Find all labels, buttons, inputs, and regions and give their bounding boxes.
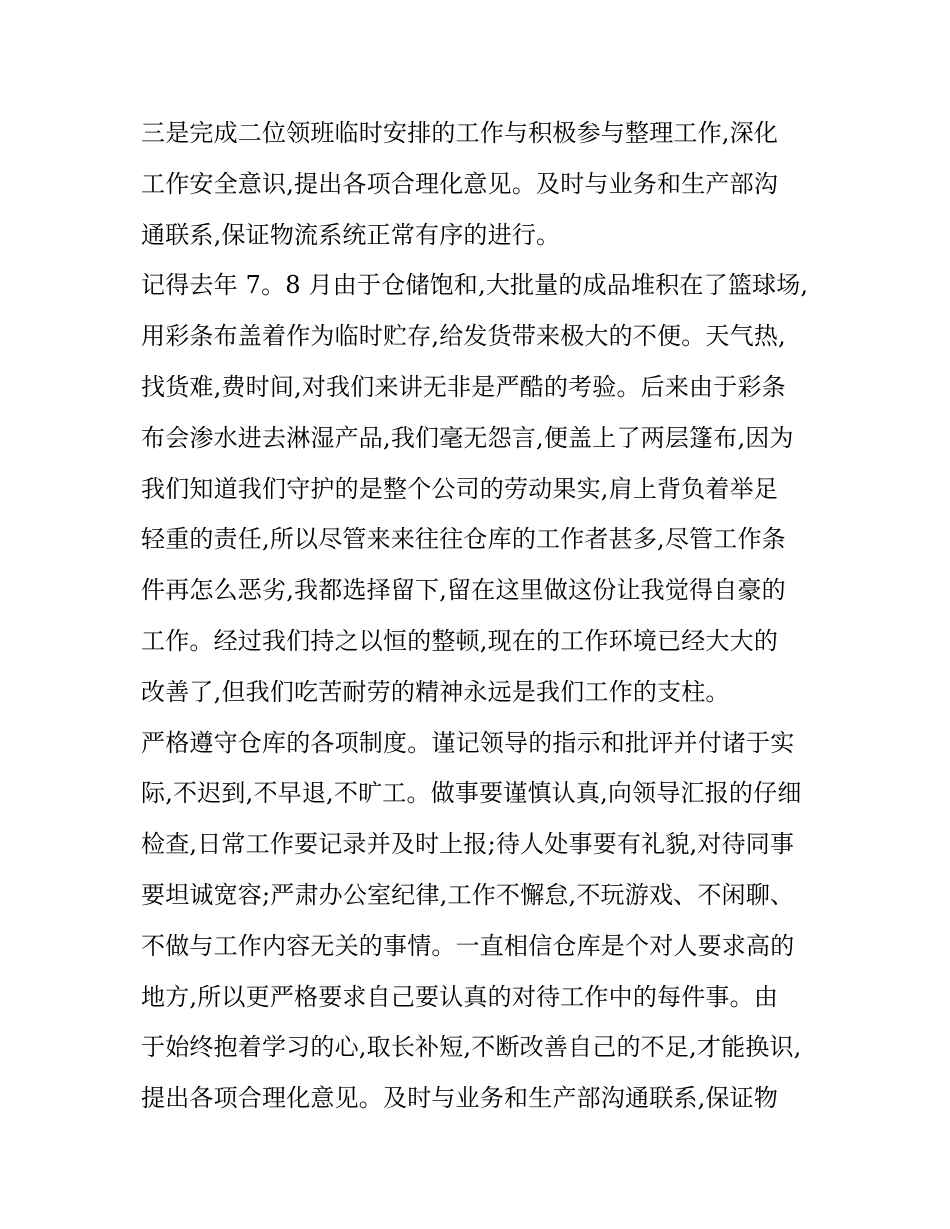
- text-line: 要坦诚宽容;严肃办公室纪律,工作不懈怠,不玩游戏、不闲聊、: [141, 880, 795, 909]
- text-line: 于始终抱着学习的心,取长补短,不断改善自己的不足,才能换识,: [141, 1033, 802, 1062]
- text-line: 际,不迟到,不早退,不旷工。做事要谨慎认真,向领导汇报的仔细: [141, 779, 802, 808]
- text-line: 用彩条布盖着作为临时贮存,给发货带来极大的不便。天气热,: [141, 322, 786, 351]
- text-line: 件再怎么恶劣,我都选择留下,留在这里做这份让我觉得自豪的: [141, 576, 786, 605]
- text-line: 三是完成二位领班临时安排的工作与积极参与整理工作,深化: [141, 119, 779, 147]
- text-line: 检查,日常工作要记录并及时上报;待人处事要有礼貌,对待同事: [141, 830, 795, 859]
- text-line: 找货难,费时间,对我们来讲无非是严酷的考验。后来由于彩条: [141, 372, 786, 401]
- text-line: 工作。经过我们持之以恒的整顿,现在的工作环境已经大大的: [141, 626, 779, 655]
- text-line: 布会渗水进去淋湿产品,我们毫无怨言,便盖上了两层篷布,因为: [141, 423, 794, 452]
- text-line: 我们知道我们守护的是整个公司的劳动果实,肩上背负着举足: [141, 474, 779, 503]
- text-line: 严格遵守仓库的各项制度。谨记领导的指示和批评并付诸于实: [141, 728, 795, 757]
- text-line: 记得去年 7。8 月由于仓储饱和,大批量的成品堆积在了篮球场,: [141, 271, 809, 300]
- text-line: 轻重的责任,所以尽管来来往往仓库的工作者甚多,尽管工作条: [141, 525, 786, 554]
- body-text: [141, 108, 841, 1124]
- text-line: 改善了,但我们吃苦耐劳的精神永远是我们工作的支柱。: [141, 677, 730, 706]
- text-line: 通联系,保证物流系统正常有序的进行。: [141, 220, 561, 249]
- text-line: 工作安全意识,提出各项合理化意见。及时与业务和生产部沟: [141, 169, 779, 198]
- text-line: 提出各项合理化意见。及时与业务和生产部沟通联系,保证物: [141, 1084, 779, 1113]
- text-line: 不做与工作内容无关的事情。一直相信仓库是个对人要求高的: [141, 931, 795, 960]
- text-line: 地方,所以更严格要求自己要认真的对待工作中的每件事。由: [141, 982, 779, 1011]
